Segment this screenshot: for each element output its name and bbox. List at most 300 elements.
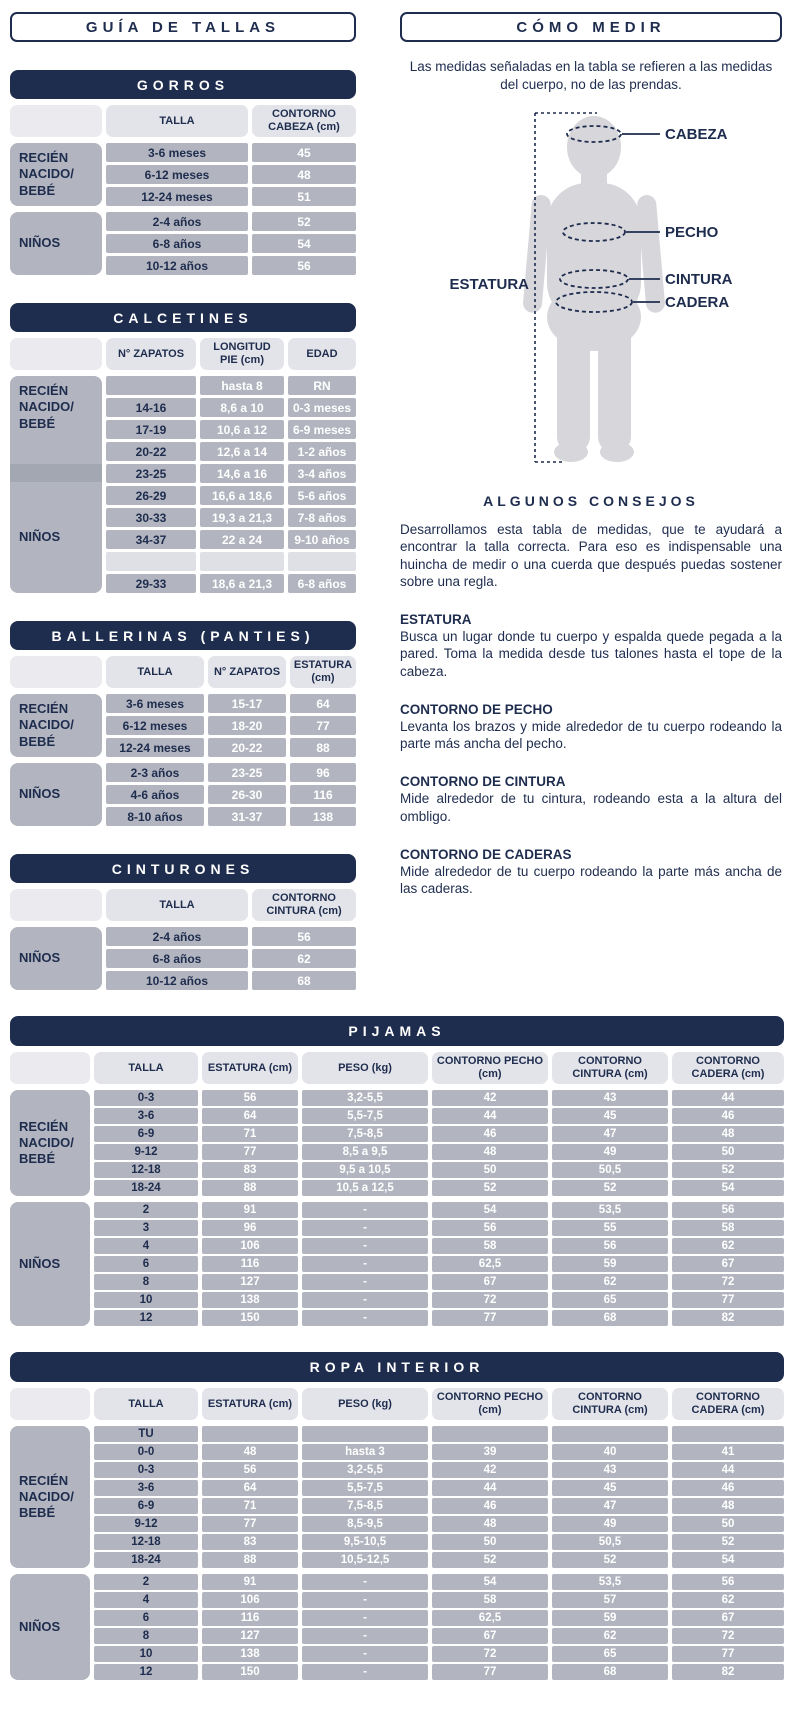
group-label: RECIÉN NACIDO/ BEBÉ [10,143,102,206]
table-cell: 0-3 meses [288,398,356,417]
table-cell: 53,5 [552,1574,668,1590]
table-cell: 19,3 a 21,3 [200,508,284,527]
table-cell: 77 [202,1516,298,1532]
gorros-table [10,70,356,275]
column-header: CONTORNO CABEZA (cm) [252,105,356,137]
table-cell: 49 [552,1516,668,1532]
column-header: N° ZAPATOS [208,656,286,688]
table-cell: 54 [252,234,356,253]
table-cell: 44 [432,1480,548,1496]
body-measure-diagram [411,107,771,479]
table-cell: 7,5-8,5 [302,1498,428,1514]
table-cell: 10-12 años [106,971,248,990]
table-cell: 44 [672,1090,784,1106]
column-header: CONTORNO CADERA (cm) [672,1052,784,1084]
column-header: TALLA [106,656,204,688]
intro-text: Las medidas señaladas en la tabla se refieren a las medidas del cuerpo, no de las prendas. [409,59,773,92]
table-cell: - [302,1574,428,1590]
section-title-pijamas: PIJAMAS [10,1016,784,1046]
section-title-cinturones: CINTURONES [10,854,356,883]
table-cell: hasta 3 [302,1444,428,1460]
table-cell: 67 [432,1628,548,1644]
table-cell: 88 [202,1552,298,1568]
table-cell: 3-6 meses [106,143,248,162]
table-cell: 10 [94,1646,198,1662]
group-label-bottom: NIÑOS [19,529,61,545]
table-cell: 116 [290,785,356,804]
table-cell [302,1426,428,1442]
table-cell: 52 [672,1162,784,1178]
body-diagram-svg [411,107,771,479]
pecho-label: PECHO [665,224,719,242]
table-cell: 34-37 [106,530,196,549]
corner-cell [10,1052,90,1084]
table-cell: 88 [290,738,356,757]
table-cell: 12-18 [94,1162,198,1178]
table-cell: 3-6 [94,1108,198,1124]
table-cell: 77 [202,1144,298,1160]
table-cell [106,552,196,571]
algunos-consejos-title: ALGUNOS CONSEJOS [483,493,699,510]
table-cell: 57 [552,1592,668,1608]
table-cell: 43 [552,1462,668,1478]
table-cell: 42 [432,1462,548,1478]
table-cell: 68 [252,971,356,990]
column-header: ESTATURA (cm) [202,1052,298,1084]
table-cell: 10-12 años [106,256,248,275]
table-cell: 64 [202,1480,298,1496]
table-cell: 14,6 a 16 [200,464,284,483]
table-cell: 8 [94,1628,198,1644]
table-cell: 2-3 años [106,763,204,782]
table-cell: 17-19 [106,420,196,439]
table-cell: 3-6 [94,1480,198,1496]
table-header-row [10,1052,784,1084]
table-group [10,1202,784,1326]
table-cell [432,1426,548,1442]
table-cell: 50,5 [552,1162,668,1178]
table-cell: 49 [552,1144,668,1160]
table-cell: 67 [432,1274,548,1290]
table-cell: 20-22 [208,738,286,757]
group-label-top: RECIÉN NACIDO/ BEBÉ [19,383,74,431]
contorno-pecho-section [400,702,782,753]
table-cell: 12 [94,1310,198,1326]
table-cell: 96 [290,763,356,782]
table-cell: 6-8 años [106,234,248,253]
table-cell: 83 [202,1162,298,1178]
table-cell: 12-24 meses [106,738,204,757]
table-cell: 45 [552,1108,668,1124]
calcetines-table [10,303,356,593]
estatura-label: ESTATURA [449,276,529,294]
cabeza-label: CABEZA [665,126,728,144]
table-cell: 62 [672,1592,784,1608]
table-header-row [10,105,356,137]
table-cell: - [302,1610,428,1626]
table-cell: 31-37 [208,807,286,826]
table-cell: - [302,1592,428,1608]
table-cell: 62,5 [432,1610,548,1626]
table-group [10,1426,784,1568]
table-cell: 56 [202,1462,298,1478]
table-cell: 72 [672,1628,784,1644]
table-cell: - [302,1256,428,1272]
table-cell: 10,5-12,5 [302,1552,428,1568]
table-cell: 30-33 [106,508,196,527]
table-cell: 9,5-10,5 [302,1534,428,1550]
group-label: RECIÉN NACIDO/ BEBÉ [10,1090,90,1196]
column-header: TALLA [94,1388,198,1420]
table-cell: 72 [432,1292,548,1308]
table-cell: 58 [432,1238,548,1254]
table-cell: 41 [672,1444,784,1460]
column-header: TALLA [106,889,248,921]
table-cell: 52 [432,1180,548,1196]
table-cell: 16,6 a 18,6 [200,486,284,505]
table-cell: 45 [252,143,356,162]
guia-de-tallas-title-text: GUÍA DE TALLAS [85,18,281,36]
table-cell: 48 [202,1444,298,1460]
table-cell: 3-4 años [288,464,356,483]
table-cell: 52 [552,1180,668,1196]
table-cell: 59 [552,1610,668,1626]
table-cell: 47 [552,1126,668,1142]
table-cell: 2-4 años [106,927,248,946]
cadera-label: CADERA [665,294,730,312]
table-cell: - [302,1292,428,1308]
section-title-ropa_interior: ROPA INTERIOR [10,1352,784,1382]
table-cell: 58 [672,1220,784,1236]
table-cell: 9-12 [94,1516,198,1532]
table-cell: 54 [672,1552,784,1568]
group-label: NIÑOS [10,212,102,275]
contorno-cintura-section-text: Mide alrededor de tu cintura, rodeando esta a la altura del ombligo. [400,791,782,824]
table-cell: 52 [432,1552,548,1568]
section-title-calcetines: CALCETINES [10,303,356,332]
contorno-caderas-section-title: CONTORNO DE CADERAS [400,847,572,863]
table-cell: 2 [94,1202,198,1218]
table-cell: 8 [94,1274,198,1290]
table-group [10,376,356,593]
table-cell: hasta 8 [200,376,284,395]
group-label [10,376,102,593]
table-cell: 4 [94,1592,198,1608]
table-cell: 42 [432,1090,548,1106]
table-cell: 9-12 [94,1144,198,1160]
table-cell: 48 [672,1126,784,1142]
table-cell: 45 [552,1480,668,1496]
table-cell: 47 [552,1498,668,1514]
table-cell: - [302,1628,428,1644]
table-cell: 18-20 [208,716,286,735]
table-cell: 56 [552,1238,668,1254]
table-group [10,694,356,757]
table-cell: 8-10 años [106,807,204,826]
table-cell: 3 [94,1220,198,1236]
table-cell: 116 [202,1610,298,1626]
column-header: LONGITUD PIE (cm) [200,338,284,370]
table-cell [288,552,356,571]
pijamas-table [10,1016,784,1326]
table-cell: 138 [290,807,356,826]
table-cell: 106 [202,1238,298,1254]
section-title-gorros: GORROS [10,70,356,99]
table-cell: 48 [252,165,356,184]
right-column [400,12,790,990]
section-title-ballerinas: BALLERINAS (PANTIES) [10,621,356,650]
table-cell: 48 [432,1516,548,1532]
group-label: RECIÉN NACIDO/ BEBÉ [10,1426,90,1568]
table-cell: 3,2-5,5 [302,1090,428,1106]
table-cell: 46 [672,1108,784,1124]
table-cell: - [302,1202,428,1218]
table-cell: 10,6 a 12 [200,420,284,439]
table-cell: 51 [252,187,356,206]
table-cell: - [302,1238,428,1254]
corner-cell [10,889,102,921]
table-cell: 26-30 [208,785,286,804]
table-cell: 56 [672,1202,784,1218]
table-cell: 62 [552,1274,668,1290]
table-cell: 5,5-7,5 [302,1480,428,1496]
estatura-section [400,612,782,680]
table-cell [672,1426,784,1442]
table-cell: 2 [94,1574,198,1590]
table-cell: 5-6 años [288,486,356,505]
table-cell: 50 [432,1534,548,1550]
table-cell: RN [288,376,356,395]
table-cell: 15-17 [208,694,286,713]
table-cell: 67 [672,1256,784,1272]
group-label: NIÑOS [10,763,102,826]
table-cell: 62 [552,1628,668,1644]
table-cell: 23-25 [106,464,196,483]
table-cell: 83 [202,1534,298,1550]
table-cell: - [302,1664,428,1680]
table-cell: 4-6 años [106,785,204,804]
estatura-section-text: Busca un lugar donde tu cuerpo y espalda quede pegada a la pared. Toma la medida desde tus talones hasta el tope de la cabeza. [400,629,782,679]
table-cell: 18-24 [94,1552,198,1568]
table-cell: 1-2 años [288,442,356,461]
table-group [10,927,356,990]
table-cell: 3,2-5,5 [302,1462,428,1478]
table-cell: 40 [552,1444,668,1460]
contorno-caderas-section-text: Mide alrededor de tu cuerpo rodeando la parte más ancha de las caderas. [400,864,782,897]
table-cell: 82 [672,1664,784,1680]
table-cell: 77 [432,1310,548,1326]
group-label: NIÑOS [10,1574,90,1680]
table-cell: 6-9 [94,1498,198,1514]
table-cell: 77 [672,1646,784,1662]
table-cell: 6 [94,1256,198,1272]
table-cell: 12,6 a 14 [200,442,284,461]
table-cell: 12 [94,1664,198,1680]
corner-cell [10,1388,90,1420]
column-header: PESO (kg) [302,1052,428,1084]
table-cell: - [302,1220,428,1236]
table-cell: 20-22 [106,442,196,461]
table-cell: 56 [672,1574,784,1590]
como-medir-title [400,12,782,42]
table-cell: 9,5 a 10,5 [302,1162,428,1178]
table-cell: 50,5 [552,1534,668,1550]
table-group [10,1090,784,1196]
table-header-row [10,1388,784,1420]
table-cell: 65 [552,1646,668,1662]
table-cell: 26-29 [106,486,196,505]
table-cell: 72 [672,1274,784,1290]
contorno-caderas-section [400,847,782,898]
table-cell: 39 [432,1444,548,1460]
table-cell: 8,5-9,5 [302,1516,428,1532]
table-cell: 6-12 meses [106,716,204,735]
contorno-pecho-section-title: CONTORNO DE PECHO [400,701,553,717]
table-cell: 8,5 a 9,5 [302,1144,428,1160]
group-label: NIÑOS [10,927,102,990]
table-cell: 9-10 años [288,530,356,549]
table-cell: 48 [672,1498,784,1514]
table-cell: 150 [202,1664,298,1680]
ropa-interior-table [10,1352,784,1680]
table-cell: 138 [202,1292,298,1308]
column-header: CONTORNO CINTURA (cm) [552,1388,668,1420]
table-header-row [10,338,356,370]
table-cell [552,1426,668,1442]
corner-cell [10,656,102,688]
table-cell: 65 [552,1292,668,1308]
table-cell: 127 [202,1628,298,1644]
table-cell: 6-12 meses [106,165,248,184]
table-cell: 96 [202,1220,298,1236]
table-cell: 54 [432,1202,548,1218]
column-header: EDAD [288,338,356,370]
table-cell: 6-9 meses [288,420,356,439]
table-header-row [10,889,356,921]
table-cell: 10,5 a 12,5 [302,1180,428,1196]
table-cell: 18,6 a 21,3 [200,574,284,593]
table-cell: 50 [672,1516,784,1532]
contorno-cintura-section [400,774,782,825]
column-header: CONTORNO CADERA (cm) [672,1388,784,1420]
table-cell: 58 [432,1592,548,1608]
table-cell: 91 [202,1574,298,1590]
table-cell: 6-8 años [288,574,356,593]
table-cell: TU [94,1426,198,1442]
table-cell: 0-0 [94,1444,198,1460]
table-cell: 54 [432,1574,548,1590]
table-cell: 77 [672,1292,784,1308]
column-header: CONTORNO CINTURA (cm) [252,889,356,921]
table-cell: 6-9 [94,1126,198,1142]
table-cell: 77 [290,716,356,735]
cinturones-table [10,854,356,990]
table-cell: 150 [202,1310,298,1326]
ballerinas-table [10,621,356,826]
group-label: RECIÉN NACIDO/ BEBÉ [10,694,102,757]
table-cell: 68 [552,1664,668,1680]
cintura-label: CINTURA [665,271,733,289]
table-cell: 46 [672,1480,784,1496]
table-cell: 44 [672,1462,784,1478]
table-cell: - [302,1274,428,1290]
table-cell: 106 [202,1592,298,1608]
table-cell: - [302,1310,428,1326]
table-cell: 23-25 [208,763,286,782]
table-cell: 71 [202,1126,298,1142]
column-header: CONTORNO CINTURA (cm) [552,1052,668,1084]
table-cell: 46 [432,1126,548,1142]
table-header-row [10,656,356,688]
table-cell: 88 [202,1180,298,1196]
table-group [10,143,356,206]
child-silhouette-icon [522,116,665,462]
table-cell: 138 [202,1646,298,1662]
table-cell: 71 [202,1498,298,1514]
table-cell: 91 [202,1202,298,1218]
table-cell: 0-3 [94,1462,198,1478]
corner-cell [10,105,102,137]
table-cell: 0-3 [94,1090,198,1106]
table-cell: 8,6 a 10 [200,398,284,417]
table-cell: 52 [552,1552,668,1568]
table-cell: 53,5 [552,1202,668,1218]
table-cell: 6-8 años [106,949,248,968]
column-header: TALLA [106,105,248,137]
table-cell: 62,5 [432,1256,548,1272]
table-cell [106,376,196,395]
algunos-consejos-text: Desarrollamos esta tabla de medidas, que te ayudará a encontrar la talla correcta. Para eso es indispensable una huincha de medir o una cuerda que después puedas sostener sobre una regla. [400,522,782,589]
table-cell: 10 [94,1292,198,1308]
table-group [10,212,356,275]
group-label: NIÑOS [10,1202,90,1326]
column-header: PESO (kg) [302,1388,428,1420]
table-cell: 4 [94,1238,198,1254]
table-cell: 50 [672,1144,784,1160]
table-cell: 116 [202,1256,298,1272]
table-cell: 48 [432,1144,548,1160]
table-cell: 67 [672,1610,784,1626]
table-cell [200,552,284,571]
column-header: CONTORNO PECHO (cm) [432,1388,548,1420]
corner-cell [10,338,102,370]
table-group [10,763,356,826]
column-header: TALLA [94,1052,198,1084]
table-cell: 43 [552,1090,668,1106]
table-cell: 14-16 [106,398,196,417]
estatura-section-title: ESTATURA [400,612,472,628]
table-cell: 22 a 24 [200,530,284,549]
table-cell: 2-4 años [106,212,248,231]
table-cell: 12-18 [94,1534,198,1550]
table-cell: 62 [672,1238,784,1254]
table-cell: 56 [252,256,356,275]
column-header: ESTATURA (cm) [202,1388,298,1420]
table-cell: 50 [432,1162,548,1178]
table-cell: 77 [432,1664,548,1680]
table-cell: 68 [552,1310,668,1326]
table-cell: 62 [252,949,356,968]
table-cell [202,1426,298,1442]
table-cell: 64 [290,694,356,713]
table-cell: 72 [432,1646,548,1662]
table-cell: 54 [672,1180,784,1196]
table-cell: 82 [672,1310,784,1326]
table-cell: 64 [202,1108,298,1124]
table-cell: 7,5-8,5 [302,1126,428,1142]
guia-de-tallas-title [10,12,356,42]
table-cell: 52 [672,1534,784,1550]
